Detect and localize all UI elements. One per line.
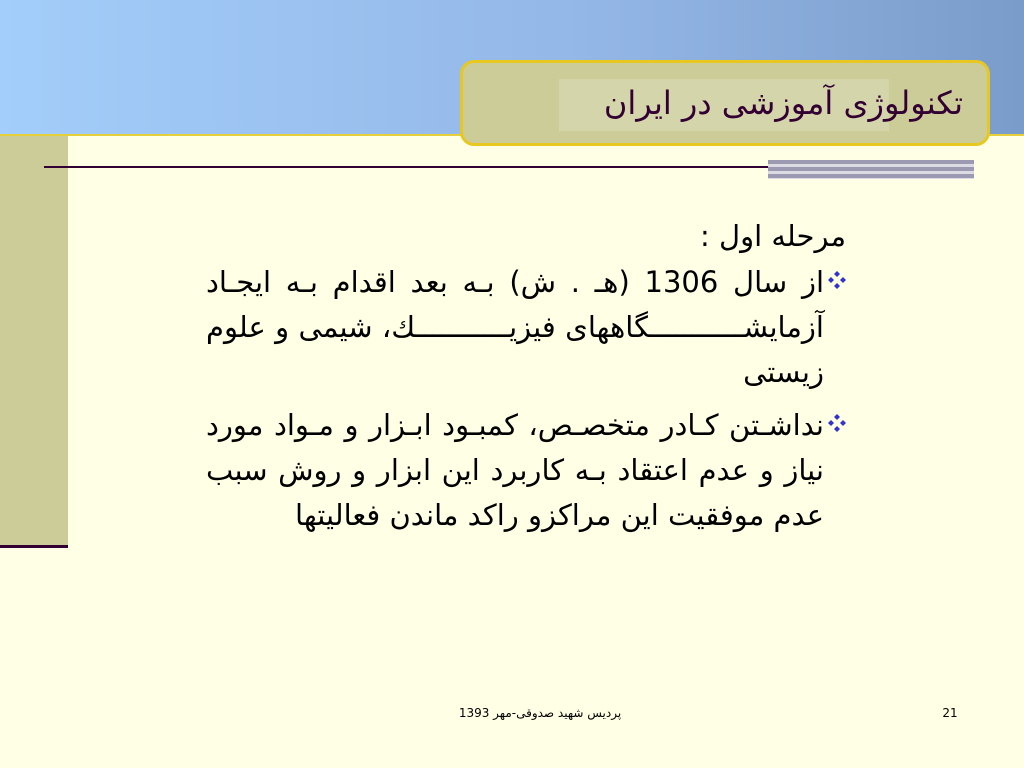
bullet-text: از سال 1306 (هـ . ش) بـه بعد اقدام بـه ایجـاد آزمایشـــــــــــگاههای فیزیـــــــــــك، شیمی و علوم زیستی — [206, 265, 825, 389]
divider-stripes — [768, 160, 974, 179]
bullet-item — [180, 403, 850, 538]
title-divider-line — [44, 166, 768, 168]
page-number: 21 — [942, 706, 958, 720]
left-accent-bar — [0, 136, 68, 548]
slide-title: تکنولوژی آموزشی در ایران — [603, 84, 963, 122]
slide-content — [180, 216, 850, 596]
title-box — [460, 60, 990, 146]
bullet-item — [180, 260, 850, 395]
bullet-text: نداشـتن کـادر متخصـص، کمبـود ابـزار و مـواد مورد نیاز و عدم اعتقاد بـه کاربرد این ابزار و روش سبب عدم موفقیت این مراکزو راکد ماندن فعالیتها — [206, 408, 824, 532]
diamond-bullet-icon — [824, 403, 850, 443]
diamond-bullet-icon — [824, 260, 850, 300]
intro-heading: مرحله اول : — [700, 219, 846, 253]
footer-text: پردیس شهید صدوقی-مهر 1393 — [458, 706, 622, 720]
left-bar-divider — [0, 545, 68, 548]
